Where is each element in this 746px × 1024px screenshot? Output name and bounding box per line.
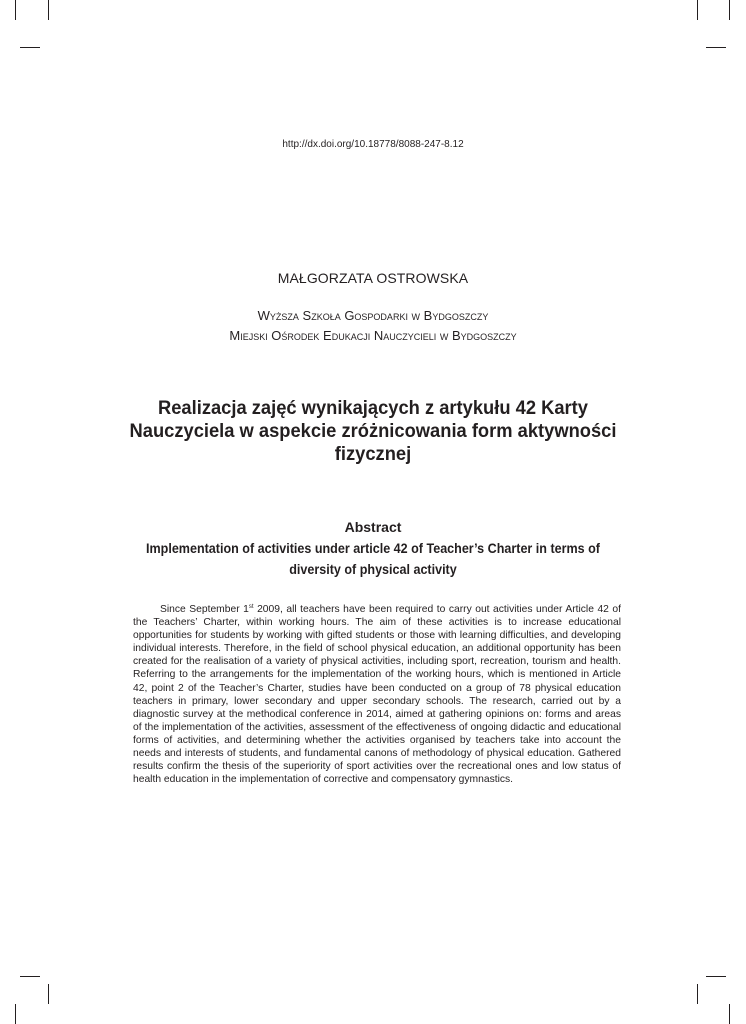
crop-mark xyxy=(20,47,40,48)
crop-mark xyxy=(729,1004,730,1024)
crop-mark xyxy=(697,984,698,1004)
abstract-text-start: Since September 1 xyxy=(160,604,249,615)
abstract-heading: Abstract xyxy=(344,519,402,535)
crop-mark xyxy=(706,47,726,48)
doi-link[interactable]: http://dx.doi.org/10.18778/8088-247-8.12 xyxy=(282,139,464,150)
abstract-text xyxy=(133,601,621,786)
crop-mark xyxy=(15,0,16,20)
crop-mark xyxy=(15,1004,16,1024)
abstract-text-rest: 2009, all teachers have been required to carry out activities under Article 42 of the Teachers’ Charter, within working hours. The aim of these activities is to increase educational opportunities for students by working with gifted students or those with learning difficulties, and developing individual interests. Therefore, in the field of school physical education, an additional opportunity has been created for the realisation of a variety of physical activities, including sport, recreation, tourism and health. Referring to the arrangements for the implementation of the working hours, which is mentioned in Article 42, point 2 of the Teacher’s Charter, studies have been conducted on a group of 78 physical education teachers in primary, lower secondary and upper secondary schools. The research, carried out by a diagnostic survey at the methodical conference in 2014, aimed at gathering opinions on: forms and areas of the implementation of the activities, assessment of the effectiveness of ongoing didactic and educational forms of activities, and determining whether the activities organised by teachers take into account the needs and interests of students, and fundamental canons of methodology of physical education. Gathered results confirm the thesis of the superiority of sport activities over the recreational ones and low status of health education in the implementation of corrective and compensatory gymnastics. xyxy=(133,604,622,786)
crop-mark xyxy=(729,0,730,20)
abstract-title: Implementation of activities under article 42 of Teacher’s Charter in terms of diversity of physical activity xyxy=(146,541,600,577)
affiliation: Miejski Ośrodek Edukacji Nauczycieli w Bydgoszczy xyxy=(229,328,517,343)
crop-mark xyxy=(697,0,698,20)
crop-mark xyxy=(706,976,726,977)
paper-title: Realizacja zajęć wynikających z artykułu 42 Karty Nauczyciela w aspekcie zróżnicowania form aktywności fizycznej xyxy=(129,397,617,465)
affiliation: Wyższa Szkoła Gospodarki w Bydgoszczy xyxy=(257,308,489,323)
author-name: MAŁGORZATA OSTROWSKA xyxy=(277,270,469,286)
ordinal-superscript: st xyxy=(248,604,254,610)
crop-mark xyxy=(48,984,49,1004)
crop-mark xyxy=(20,976,40,977)
crop-mark xyxy=(48,0,49,20)
